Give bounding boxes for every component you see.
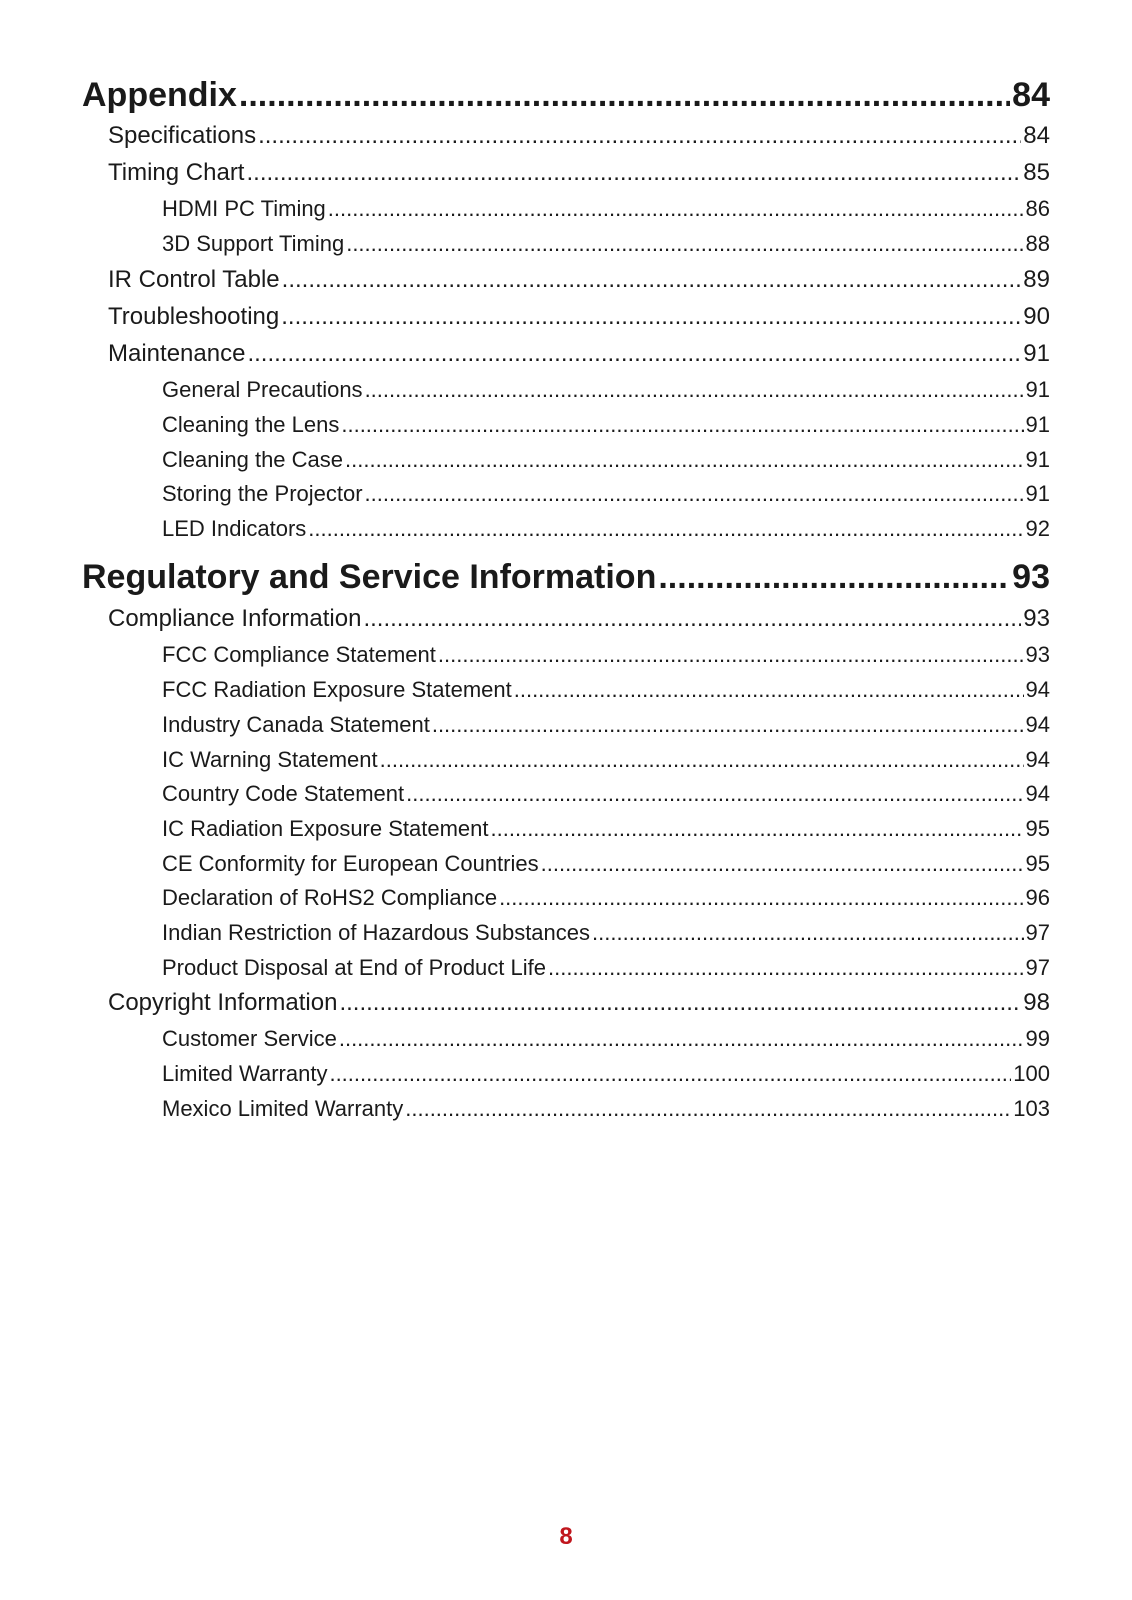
toc-entry-title: IC Warning Statement (162, 747, 378, 772)
toc-entry-level-3[interactable] (162, 231, 1050, 261)
toc-entry-title: Declaration of RoHS2 Compliance (162, 885, 498, 910)
toc-entry-page: 90 (1023, 303, 1050, 330)
toc-dot-leader (432, 712, 1024, 738)
toc-entry-level-3[interactable] (162, 412, 1050, 442)
toc-dot-leader (258, 122, 1021, 150)
toc-entry-title: Maintenance (108, 340, 246, 367)
toc-entry-level-1[interactable] (82, 558, 1050, 602)
toc-dot-leader (328, 196, 1024, 222)
toc-dot-leader (491, 816, 1024, 842)
toc-entry-level-2[interactable] (108, 340, 1050, 372)
toc-dot-leader (658, 558, 1010, 597)
toc-entry-page: 95 (1025, 816, 1050, 841)
toc-entry-page: 93 (1025, 642, 1050, 667)
footer-page-number: 8 (559, 1523, 573, 1550)
toc-dot-leader (514, 677, 1024, 703)
toc-entry-page: 99 (1025, 1026, 1050, 1051)
toc-entry-page: 94 (1025, 677, 1050, 702)
toc-entry-level-2[interactable] (108, 159, 1050, 191)
toc-dot-leader (339, 989, 1021, 1017)
toc-entry-title: Specifications (108, 122, 257, 149)
toc-entry-level-3[interactable] (162, 481, 1050, 511)
toc-entry-level-3[interactable] (162, 885, 1050, 915)
toc-entry-title: Limited Warranty (162, 1061, 328, 1086)
toc-entry-level-2[interactable] (108, 122, 1050, 154)
toc-dot-leader (281, 303, 1021, 331)
toc-dot-leader (346, 231, 1023, 257)
toc-entry-page: 91 (1025, 412, 1050, 437)
toc-entry-page: 96 (1025, 885, 1050, 910)
toc-entry-level-3[interactable] (162, 677, 1050, 707)
toc-entry-page: 91 (1025, 447, 1050, 472)
toc-dot-leader (499, 885, 1023, 911)
toc-entry-title: FCC Radiation Exposure Statement (162, 677, 512, 702)
toc-dot-leader (341, 412, 1023, 438)
toc-dot-leader (438, 642, 1024, 668)
toc-entry-page: 98 (1023, 989, 1050, 1016)
toc-entry-title: Timing Chart (108, 159, 245, 186)
toc-dot-leader (541, 851, 1024, 877)
toc-entry-level-3[interactable] (162, 747, 1050, 777)
toc-entry-page: 94 (1025, 781, 1050, 806)
toc-entry-level-3[interactable] (162, 1026, 1050, 1056)
toc-entry-page: 88 (1025, 231, 1050, 256)
toc-entry-level-2[interactable] (108, 605, 1050, 637)
toc-entry-title: Storing the Projector (162, 481, 363, 506)
toc-entry-page: 85 (1023, 159, 1050, 186)
toc-dot-leader (329, 1061, 1011, 1087)
toc-entry-page: 103 (1013, 1096, 1050, 1121)
toc-entry-title: Industry Canada Statement (162, 712, 430, 737)
toc-dot-leader (282, 266, 1022, 294)
toc-entry-level-3[interactable] (162, 1096, 1050, 1126)
toc-dot-leader (365, 481, 1024, 507)
toc-entry-page: 91 (1023, 340, 1050, 367)
toc-entry-level-2[interactable] (108, 303, 1050, 335)
toc-entry-title: Regulatory and Service Information (82, 558, 657, 596)
toc-dot-leader (339, 1026, 1024, 1052)
toc-entry-title: IC Radiation Exposure Statement (162, 816, 489, 841)
toc-entry-title: Mexico Limited Warranty (162, 1096, 404, 1121)
toc-entry-page: 89 (1023, 266, 1050, 293)
toc-dot-leader (308, 516, 1023, 542)
toc-entry-level-3[interactable] (162, 1061, 1050, 1091)
toc-entry-level-3[interactable] (162, 955, 1050, 985)
toc-entry-page: 95 (1025, 851, 1050, 876)
toc-entry-page: 94 (1025, 747, 1050, 772)
toc-entry-level-3[interactable] (162, 196, 1050, 226)
toc-entry-level-3[interactable] (162, 447, 1050, 477)
toc-entry-page: 94 (1025, 712, 1050, 737)
toc-entry-title: HDMI PC Timing (162, 196, 326, 221)
toc-entry-page: 97 (1025, 955, 1050, 980)
toc-dot-leader (380, 747, 1024, 773)
toc-dot-leader (406, 781, 1023, 807)
toc-entry-title: 3D Support Timing (162, 231, 345, 256)
toc-entry-title: Product Disposal at End of Product Life (162, 955, 546, 980)
toc-entry-title: Cleaning the Lens (162, 412, 340, 437)
toc-entry-level-1[interactable] (82, 76, 1050, 120)
toc-dot-leader (592, 920, 1024, 946)
toc-entry-title: Appendix (82, 76, 237, 114)
toc-entry-title: LED Indicators (162, 516, 307, 541)
toc-entry-page: 84 (1023, 122, 1050, 149)
toc-dot-leader (405, 1096, 1011, 1122)
toc-entry-page: 92 (1025, 516, 1050, 541)
toc-dot-leader (239, 76, 1010, 115)
toc-entry-level-3[interactable] (162, 851, 1050, 881)
toc-entry-title: Compliance Information (108, 605, 362, 632)
toc-entry-title: Copyright Information (108, 989, 338, 1016)
toc-entry-level-3[interactable] (162, 377, 1050, 407)
toc-entry-page: 93 (1012, 558, 1050, 596)
toc-dot-leader (363, 605, 1021, 633)
toc-entry-title: Indian Restriction of Hazardous Substances (162, 920, 591, 945)
toc-entry-title: Customer Service (162, 1026, 337, 1051)
toc-entry-page: 93 (1023, 605, 1050, 632)
toc-dot-leader (246, 159, 1021, 187)
toc-entry-page: 97 (1025, 920, 1050, 945)
toc-dot-leader (548, 955, 1024, 981)
toc-entry-page: 91 (1025, 377, 1050, 402)
toc-entry-level-3[interactable] (162, 516, 1050, 546)
toc-entry-title: CE Conformity for European Countries (162, 851, 539, 876)
toc-entry-page: 91 (1025, 481, 1050, 506)
toc-entry-level-2[interactable] (108, 989, 1050, 1021)
toc-entry-page: 84 (1012, 76, 1050, 114)
toc-entry-level-3[interactable] (162, 920, 1050, 950)
toc-dot-leader (345, 447, 1024, 473)
toc-entry-page: 100 (1013, 1061, 1050, 1086)
toc-entry-title: FCC Compliance Statement (162, 642, 436, 667)
toc-dot-leader (365, 377, 1024, 403)
toc-entry-page: 86 (1025, 196, 1050, 221)
toc-entry-level-3[interactable] (162, 781, 1050, 811)
toc-dot-leader (247, 340, 1021, 368)
toc-entry-title: Country Code Statement (162, 781, 405, 806)
toc-entry-title: General Precautions (162, 377, 363, 402)
toc-entry-title: Cleaning the Case (162, 447, 344, 472)
toc-entry-level-3[interactable] (162, 642, 1050, 672)
toc-entry-title: Troubleshooting (108, 303, 280, 330)
toc-entry-level-2[interactable] (108, 266, 1050, 298)
toc-entry-level-3[interactable] (162, 712, 1050, 742)
toc-entry-title: IR Control Table (108, 266, 280, 293)
toc-entry-level-3[interactable] (162, 816, 1050, 846)
